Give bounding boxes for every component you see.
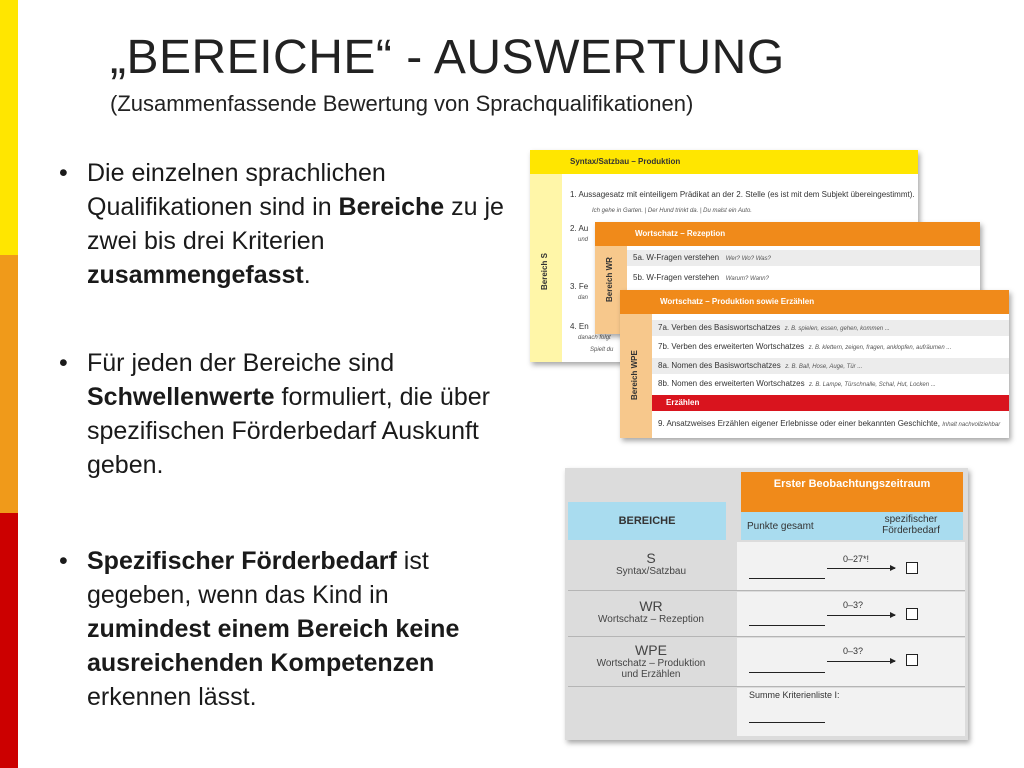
- table-row-label: WR Wortschatz – Rezeption: [568, 592, 734, 636]
- slide-subtitle: (Zusammenfassende Bewertung von Sprachqualifikationen): [110, 91, 694, 116]
- period-header: Erster Beobachtungszeitraum: [741, 472, 963, 512]
- bullet-item-bereiche: • Die einzelnen sprachlichen Qualifikationen sind in Bereiche zu je zwei bis drei Kriterien zusammengefasst.: [55, 156, 515, 292]
- points-blank: [749, 578, 825, 579]
- bullet-item-foerderbedarf: • Spezifischer Förderbedarf ist gegeben, wenn das Kind in zumindest einem Bereich keine ausreichenden Kompetenzen erkennen lässt.: [55, 544, 515, 714]
- criterion-row: 9. Ansatzweises Erzählen eigener Erlebnisse oder einer bekannten Geschichte, Inhalt nachvollziehbar: [658, 419, 1001, 428]
- row-divider: [568, 590, 965, 591]
- threshold-label: 0–27*!: [843, 554, 870, 564]
- bullet-item-schwellenwerte: • Für jeden der Bereiche sind Schwellenwerte formuliert, die über spezifischen Förderbedarf Auskunft geben.: [55, 346, 515, 482]
- need-header: spezifischer Förderbedarf: [882, 514, 940, 536]
- bereiche-header: BEREICHE: [618, 515, 676, 527]
- bullet-dot: •: [59, 547, 68, 575]
- criterion-row: 7a. Verben des Basiswortschatzes z. B. spielen, essen, gehen, kommen ...: [652, 320, 1009, 336]
- criterion-row: 3. Fe: [570, 282, 589, 291]
- section-bar-erzaehlen: Erzählen: [652, 395, 1009, 411]
- need-checkbox[interactable]: [906, 562, 918, 574]
- table-row-values: [737, 592, 965, 636]
- table-row-values: [737, 542, 965, 590]
- criterion-example: und: [578, 237, 589, 243]
- need-checkbox[interactable]: [906, 654, 918, 666]
- table-row-label: [568, 688, 734, 736]
- threshold-label: 0–3?: [843, 646, 864, 656]
- criterion-row: 7b. Verben des erweiterten Wortschatzes z. B. klettern, zeigen, fragen, anklopfen, aufräumen ...: [658, 342, 952, 351]
- evaluation-table: [565, 468, 968, 740]
- arrow-icon: [827, 615, 895, 616]
- criterion-example: danach folgt: [578, 335, 611, 341]
- criterion-example: dan: [578, 295, 589, 301]
- slide-title: „BEREICHE“ - AUSWERTUNG: [110, 31, 785, 84]
- criterion-row: 4. En: [570, 322, 589, 331]
- points-blank: [749, 625, 825, 626]
- criterion-row: 5b. W-Fragen verstehen Warum? Wann?: [633, 273, 769, 282]
- points-header: Punkte gesamt: [747, 521, 814, 532]
- sum-blank: [749, 722, 825, 723]
- criterion-row: 5a. W-Fragen verstehen Wer? Wo? Was?: [627, 250, 980, 266]
- form-page-wortschatz-produktion: [620, 290, 1009, 438]
- side-label: Bereich WPE: [630, 350, 639, 400]
- form-page-header: Wortschatz – Rezeption: [595, 222, 980, 246]
- criterion-row: 1. Aussagesatz mit einteiligem Prädikat an der 2. Stelle (es ist mit dem Subjekt übereingestimmt).: [570, 190, 915, 199]
- accent-stripe-orange: [0, 255, 18, 513]
- criterion-row: 8b. Nomen des erweiterten Wortschatzes z. B. Lampe, Türschnalle, Schal, Hut, Locken ...: [658, 379, 936, 388]
- sum-label: Summe Kriterienliste I:: [749, 690, 840, 700]
- row-divider: [568, 686, 965, 687]
- need-checkbox[interactable]: [906, 608, 918, 620]
- arrow-icon: [827, 661, 895, 662]
- row-divider: [568, 636, 965, 637]
- table-row-label: WPE Wortschatz – Produktion und Erzählen: [568, 638, 734, 686]
- criterion-row: 8a. Nomen des Basiswortschatzes z. B. Ball, Hose, Auge, Tür ...: [652, 358, 1009, 374]
- threshold-label: 0–3?: [843, 600, 864, 610]
- bullet-dot: •: [59, 349, 68, 377]
- accent-stripe-yellow: [0, 0, 18, 255]
- form-page-header: Syntax/Satzbau – Produktion: [530, 150, 918, 174]
- points-blank: [749, 672, 825, 673]
- arrow-icon: [827, 568, 895, 569]
- side-label: Bereich S: [540, 253, 549, 290]
- accent-stripe-red: [0, 513, 18, 768]
- criterion-example: Ich gehe in Garten. | Der Hund trinkt da. | Du malst ein Auto.: [592, 208, 752, 214]
- side-label: Bereich WR: [605, 257, 614, 302]
- criterion-example: Spielt du: [590, 347, 614, 353]
- form-page-header: Wortschatz – Produktion sowie Erzählen: [620, 290, 1009, 314]
- bullet-dot: •: [59, 159, 68, 187]
- criterion-row: 2. Au: [570, 224, 589, 233]
- table-row-label: S Syntax/Satzbau: [568, 542, 734, 590]
